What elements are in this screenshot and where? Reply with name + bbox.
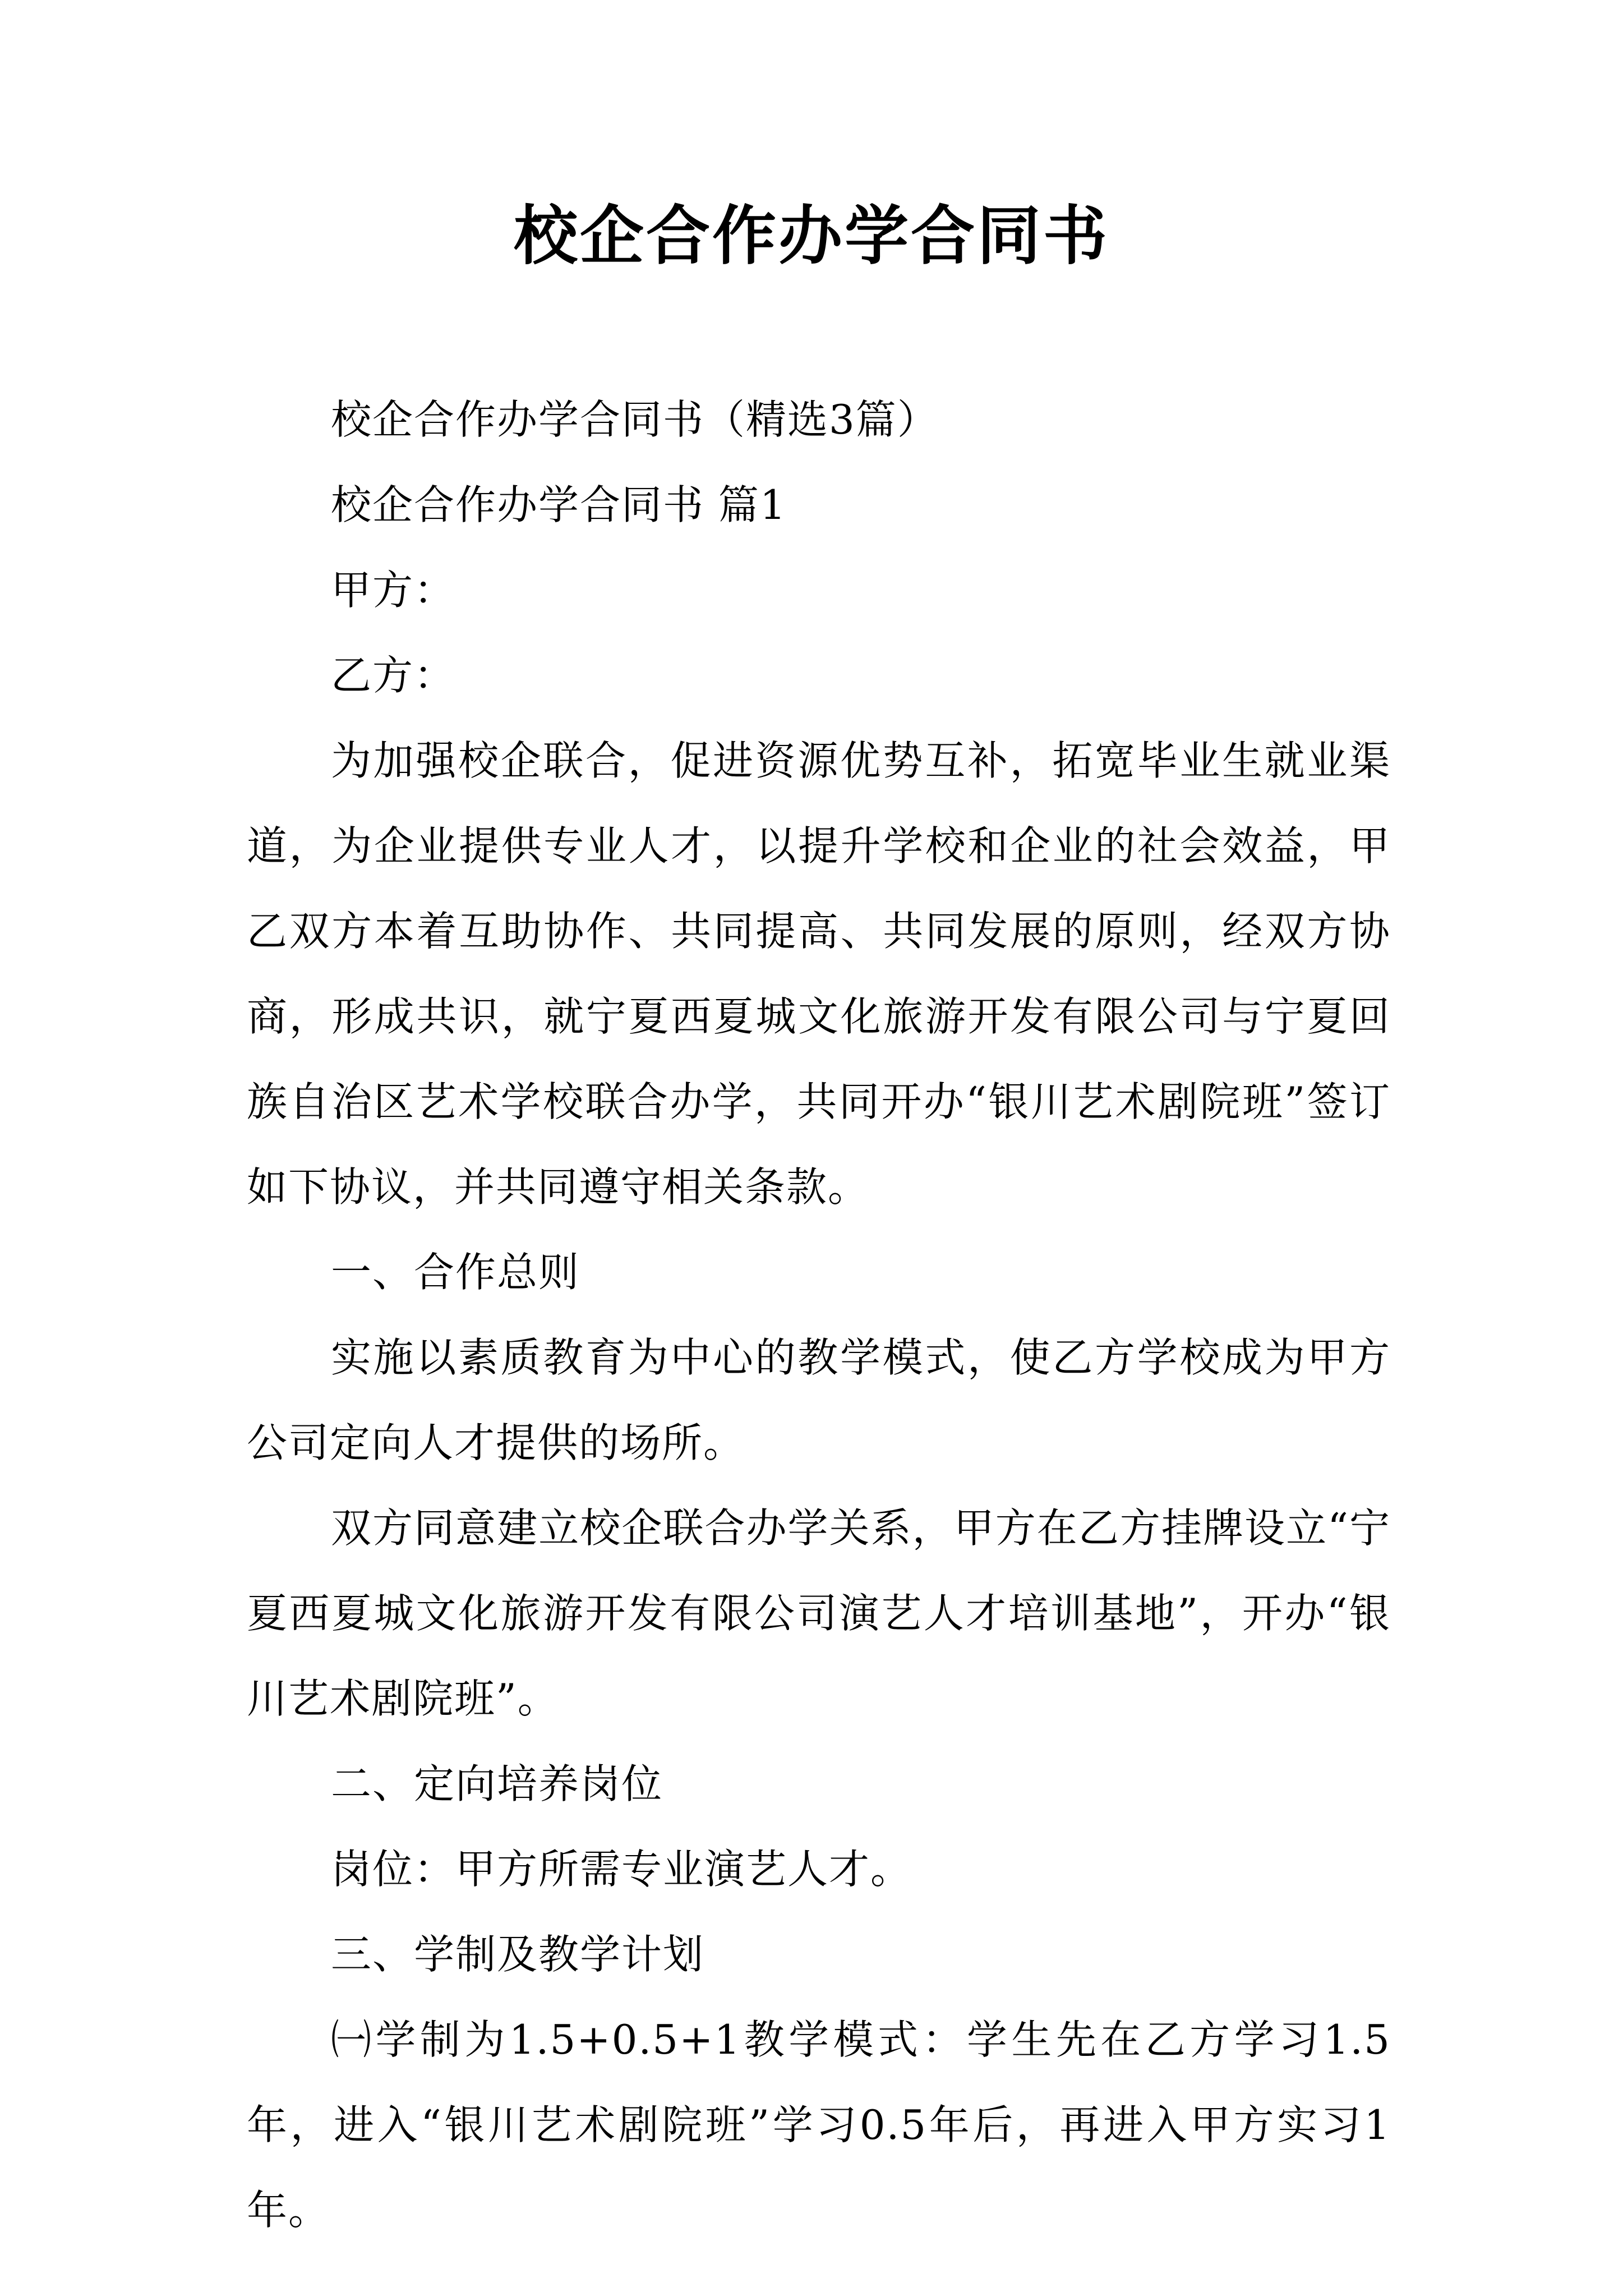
paragraph-heading-general: 一、合作总则 <box>331 1249 580 1296</box>
document-title: 校企合作办学合同书 <box>513 198 1109 273</box>
paragraph-preamble: 为加强校企联合，促进资源优势互补，拓宽毕业生就业渠道，为企业提供专业人才，以提升学校和企业的社会效益，甲乙双方本着互助协作、共同提高、共同发展的原则，经双方协商，形成共识，就宁夏西夏城文化旅游开发有限公司与宁夏回族自治区艺术学校联合办学，共同开办“银川艺术剧院班”签订如下协议，并共同遵守相关条款。 <box>247 737 1391 1211</box>
paragraph-party-b: 乙方： <box>331 652 456 699</box>
paragraph-section-heading: 校企合作办学合同书 篇1 <box>331 481 787 528</box>
paragraph-heading-positions: 二、定向培养岗位 <box>331 1760 663 1807</box>
paragraph-heading-schooling: 三、学制及教学计划 <box>331 1931 705 1978</box>
paragraph-positions: 岗位：甲方所需专业演艺人才。 <box>331 1846 912 1893</box>
paragraph-general-1: 实施以素质教育为中心的教学模式，使乙方学校成为甲方公司定向人才提供的场所。 <box>247 1334 1391 1466</box>
paragraph-schooling-1: ㈠学制为1.5+0.5+1教学模式：学生先在乙方学习1.5年，进入“银川艺术剧院班”学习0.5年后，再进入甲方实习1年。 <box>247 2016 1391 2234</box>
paragraph-subtitle: 校企合作办学合同书（精选3篇） <box>331 396 939 443</box>
document-body <box>247 377 1391 2253</box>
paragraph-general-2: 双方同意建立校企联合办学关系，甲方在乙方挂牌设立“宁夏西夏城文化旅游开发有限公司演艺人才培训基地”，开办“银川艺术剧院班”。 <box>247 1504 1391 1722</box>
paragraph-party-a: 甲方： <box>331 567 456 614</box>
